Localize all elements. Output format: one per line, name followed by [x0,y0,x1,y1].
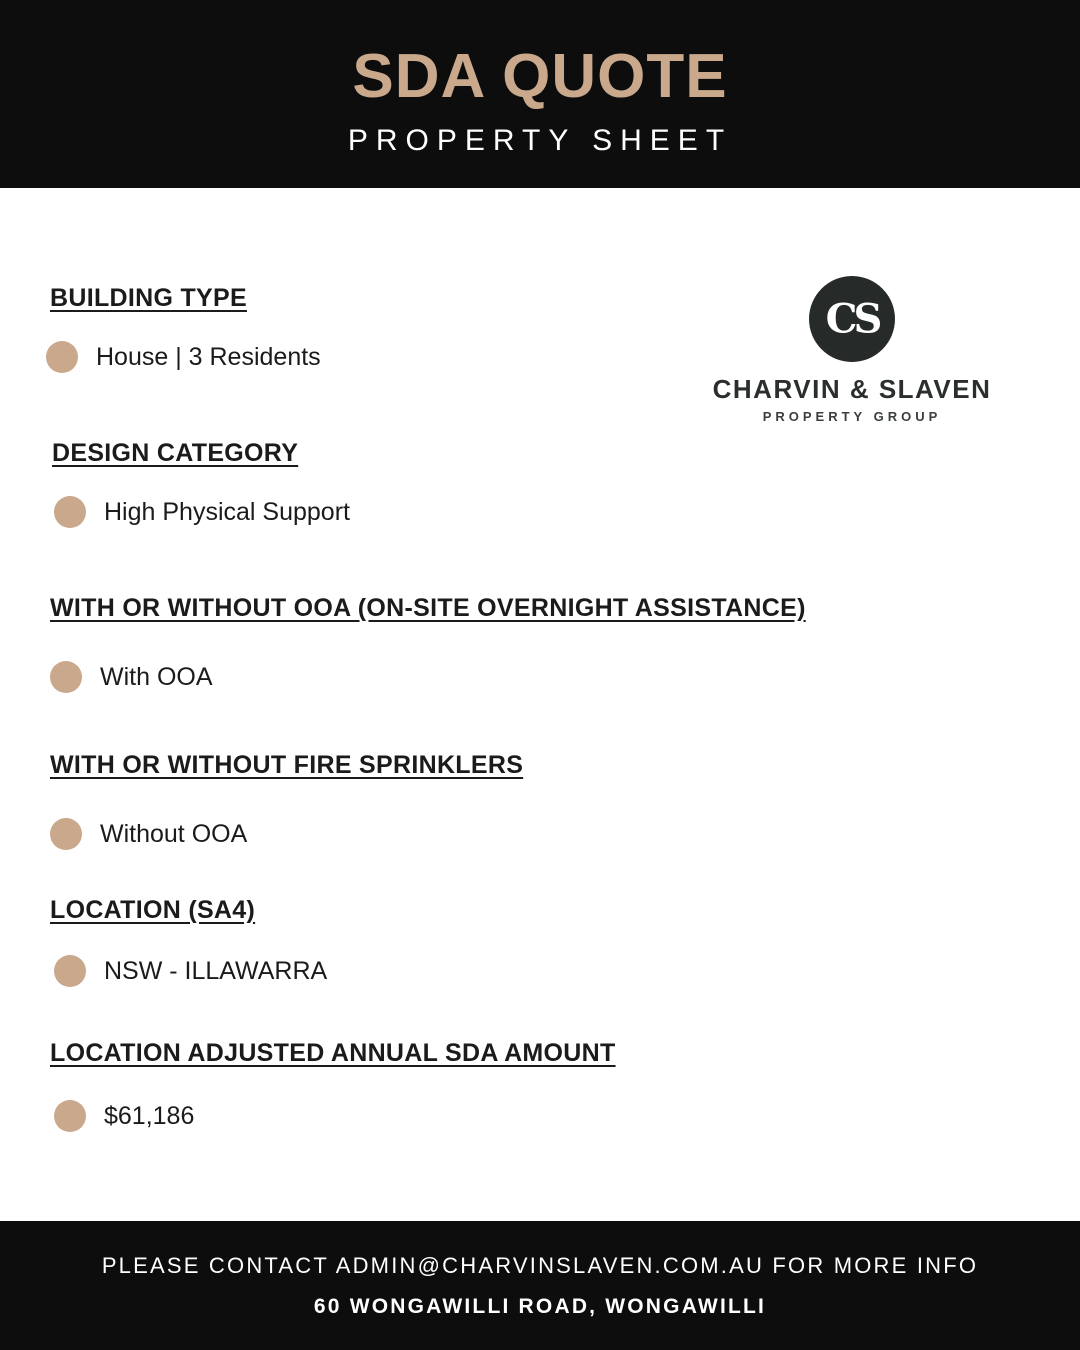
section-annual-sda-amount [50,991,1030,1132]
page-footer [0,1221,1080,1350]
section-ooa [50,532,1030,693]
bullet-icon [54,496,86,528]
section-value: With OOA [100,662,213,691]
section-title: BUILDING TYPE [50,284,247,312]
page-header [0,0,1080,188]
bullet-icon [54,1100,86,1132]
section-value: High Physical Support [104,497,350,526]
page-subtitle: PROPERTY SHEET [347,123,733,157]
section-value-row [50,661,1030,693]
section-value-row [54,955,1030,987]
footer-contact: PLEASE CONTACT ADMIN@CHARVINSLAVEN.COM.AU FOR MORE INFO [101,1252,979,1278]
bullet-icon [46,341,78,373]
section-title: LOCATION ADJUSTED ANNUAL SDA AMOUNT [50,1039,616,1067]
logo-circle-icon [809,276,895,362]
section-value-row [50,818,1030,850]
logo-monogram: CS [825,295,879,343]
logo-tagline: PROPERTY GROUP [762,409,942,424]
page-body [0,188,1080,1132]
section-title: WITH OR WITHOUT OOA (ON-SITE OVERNIGHT ASSISTANCE) [50,594,806,622]
section-title: LOCATION (SA4) [50,896,256,924]
section-title: DESIGN CATEGORY [52,439,299,467]
logo-company-name: CHARVIN & SLAVEN [712,374,992,404]
section-fire-sprinklers [50,697,1030,850]
page-title: SDA QUOTE [352,42,728,112]
bullet-icon [54,955,86,987]
bullet-icon [50,818,82,850]
section-location [50,854,1030,987]
section-title: WITH OR WITHOUT FIRE SPRINKLERS [50,751,524,779]
section-value: Without OOA [100,819,248,848]
bullet-icon [50,661,82,693]
section-value-row [54,1100,1030,1132]
section-value: House | 3 Residents [96,342,321,371]
section-value: $61,186 [104,1101,195,1130]
section-value: NSW - ILLAWARRA [104,956,328,985]
section-value-row [54,496,1030,528]
footer-address: 60 WONGAWILLI ROAD, WONGAWILLI [313,1294,767,1318]
company-logo [702,276,1002,424]
